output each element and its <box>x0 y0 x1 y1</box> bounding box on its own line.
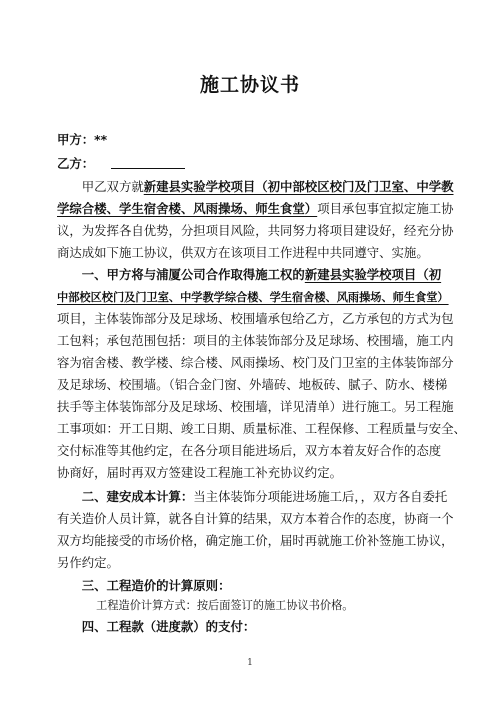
project-name-underlined: 新建县实验学校项目（初 <box>304 267 442 282</box>
section-2-text: 当主体装饰分项能进场施工后，，双方各自委托 <box>193 489 448 504</box>
party-b-line <box>57 155 457 173</box>
intro-text: 项目承包事宜拟定施工协 <box>317 201 454 216</box>
section-3-heading: 三、工程造价的计算原则： <box>81 578 231 593</box>
party-a-label: 甲方： <box>57 132 95 147</box>
section-1-line-7: 扶手等主体装饰部分及足球场、校围墙，详见清单）进行施工。另工程施 <box>57 399 454 414</box>
section-1-line-5: 容为宿舍楼、教学楼、综合楼、风雨操场、校门及门卫室的主体装饰部分 <box>57 355 454 370</box>
section-1-line-2 <box>57 288 457 307</box>
section-3-line-1 <box>57 597 457 615</box>
section-1-heading: 一、甲方将与浦厦公司合作取得施工权的 <box>81 267 305 282</box>
section-2-line-4: 另作约定。 <box>57 555 119 570</box>
intro-line-4: 商达成如下施工协议，供双方在该项目工作进程中共同遵守、实施。 <box>57 245 429 260</box>
section-4-heading-line <box>57 618 457 636</box>
party-b-blank <box>111 156 185 169</box>
section-1-line-4: 工包料；承包范围包括：项目的主体装饰部分及足球场、校围墙，施工内 <box>57 333 454 348</box>
section-2-line-3: 双方均能接受的市场价格，确定施工价，届时再就施工价补签施工协议， <box>57 533 454 548</box>
section-2-line-2: 有关造价人员计算，就各自计算的结果，双方本着合作的态度，协商一个 <box>57 511 454 526</box>
intro-line-3: 议，为发挥各自优势，分担项目风险，共同努力将项目建设好，经充分协 <box>57 223 454 238</box>
project-name-underlined: 中部校区校门及门卫室、中学教学综合楼、学生宿舍楼、风雨操场、师生食堂） <box>57 291 449 304</box>
party-a-line <box>57 131 457 149</box>
section-2-heading: 二、建安成本计算： <box>81 489 194 504</box>
section-2-line-1 <box>57 488 457 506</box>
section-4-heading: 四、工程款（进度款）的支付： <box>81 619 256 634</box>
party-b-label: 乙方： <box>57 156 95 171</box>
project-name-underlined: 学综合楼、学生宿舍楼、风雨操场、师生食堂） <box>57 201 318 216</box>
page-number: 1 <box>247 658 253 668</box>
document-title: 施工协议书 <box>199 74 300 96</box>
section-1-line-1 <box>57 266 457 284</box>
section-1-line-8: 工事项如：开工日期、竣工日期、质量标准、工程保修、工程质量与安全、 <box>57 421 466 436</box>
section-1-line-10: 协商好，届时再双方签建设工程施工补充协议约定。 <box>57 465 342 480</box>
section-1-line-6: 及足球场、校围墙。（铝合金门窗、外墙砖、地板砖、腻子、防水、楼梯 <box>57 377 448 392</box>
intro-text: 甲乙双方就 <box>81 179 144 194</box>
section-3-text: 工程造价计算方式：按后面签订的施工协议书价格。 <box>96 599 354 612</box>
intro-line-2 <box>57 200 457 218</box>
section-1-line-3: 项目，主体装饰部分及足球场、校围墙承包给乙方，乙方承包的方式为包 <box>57 311 454 326</box>
intro-line-1 <box>57 178 457 196</box>
project-name-underlined: 新建县实验学校项目（初中部校区校门及门卫室、中学教 <box>143 179 454 194</box>
party-a-value: ** <box>94 132 108 147</box>
section-3-heading-line <box>57 577 457 595</box>
section-1-line-9: 交付标准等其他约定，在各分项目能进场后，双方本着友好合作的态度 <box>57 443 442 458</box>
